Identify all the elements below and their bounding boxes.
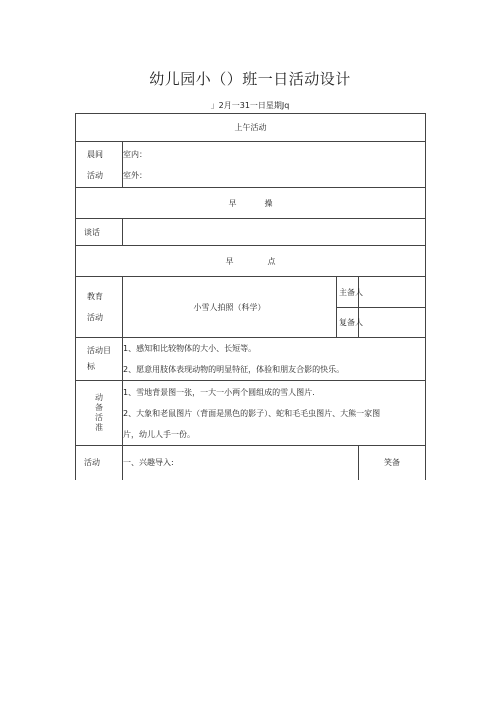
exercise-header	[76, 188, 426, 219]
process-row	[76, 446, 426, 480]
prep-line-2: 2、大象和老鼠图片（背面是黑色的影子）、蛇和毛毛虫图片、大熊一家图	[123, 408, 381, 418]
education-topic: 小雪人拍照（科学）	[123, 277, 337, 338]
goals-row	[76, 338, 426, 381]
indoor-activity: 室内：	[123, 149, 147, 159]
prep-line-1: 1、雪地背景图一张，一大一小两个圆组成的雪人图片.	[123, 387, 315, 397]
morning-header-row	[76, 114, 426, 142]
morning-arrival-content	[123, 142, 426, 188]
prep-label-char-1: 动	[95, 393, 103, 402]
prep-label-char-4: 准	[95, 423, 103, 432]
goals-content	[123, 338, 426, 381]
education-label-line2: 活动	[87, 313, 103, 322]
exercise-row	[76, 188, 426, 219]
goals-label	[76, 338, 123, 381]
goals-label-line1: 活动目	[87, 346, 111, 355]
talk-content	[123, 219, 426, 246]
education-label	[76, 277, 123, 338]
morning-arrival-label-line2: 活动	[87, 170, 103, 180]
activity-plan-table	[75, 113, 426, 480]
lead-preparer-value	[359, 277, 426, 308]
goals-label-line2: 标	[87, 362, 95, 371]
morning-arrival-label	[76, 142, 123, 188]
talk-label: 谈话	[76, 219, 123, 246]
snack-row	[76, 246, 426, 277]
morning-arrival-row	[76, 142, 426, 188]
snack-header	[76, 246, 426, 277]
process-label: 活动	[76, 446, 123, 480]
co-preparer-label: 复备人	[337, 308, 359, 338]
goal-item-2: 2、愿意用肢体表现动物的明显特征，体验和朋友合影的快乐。	[123, 365, 345, 374]
outdoor-activity: 室外：	[123, 170, 147, 180]
snack-char-2: 点	[267, 256, 276, 266]
prep-label	[76, 381, 123, 446]
lead-preparer-label: 主备人	[337, 277, 359, 308]
education-row-1	[76, 277, 426, 308]
prep-line-3: 片，幼儿人手一份。	[123, 429, 195, 439]
talk-row	[76, 219, 426, 246]
prep-label-char-3: 活	[95, 413, 103, 422]
prep-row	[76, 381, 426, 446]
prep-content	[123, 381, 426, 446]
co-preparer-value	[359, 308, 426, 338]
morning-arrival-label-line1: 晨间	[87, 149, 103, 159]
prep-label-char-2: 备	[95, 403, 103, 412]
process-step-1: 一、兴趣导入:	[123, 446, 359, 480]
exercise-char-1: 早	[228, 198, 237, 208]
education-label-line1: 教育	[87, 292, 103, 301]
exercise-char-2: 操	[264, 198, 273, 208]
snack-char-1: 早	[225, 256, 234, 266]
morning-header: 上午活动	[76, 114, 426, 142]
document-title: 幼儿园小（）班一日活动设计	[149, 70, 351, 88]
goal-item-1: 1、感知和比较物体的大小、长短等。	[123, 344, 257, 353]
process-side-note: 笑备	[359, 446, 426, 480]
date-line: 」2月一31一日星期Jq	[210, 101, 290, 110]
